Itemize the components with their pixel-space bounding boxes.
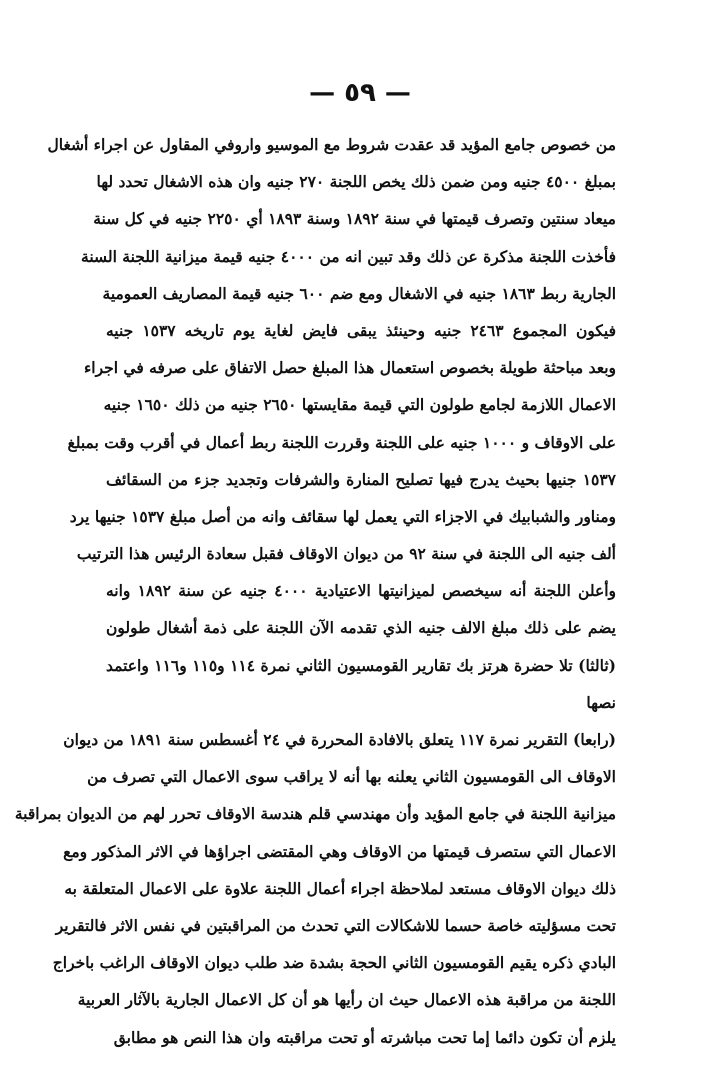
text-line: ومناور والشبابيك في الاجزاء التي يعمل لها سقائف وانه من أصل مبلغ ١٥٣٧ جنيها يرد <box>69 506 616 526</box>
text-line: ميزانية اللجنة في جامع المؤيد وأن مهندسي قلم هندسة الاوقاف تحرر لهم من الديوان بمراقبة <box>14 804 616 824</box>
text-line: (ثالثا) تلا حضرة هرتز بك تقارير القومسيون الثاني نمرة ١١٤ و١١٥ و١١٦ واعتمد <box>106 655 617 675</box>
text-line: (رابعا) التقرير نمرة ١١٧ يتعلق بالافادة المحررة في ٢٤ أغسطس سنة ١٨٩١ من ديوان <box>63 730 616 749</box>
text-line: بمبلغ ٤٥٠٠ جنيه ومن ضمن ذلك يخص اللجنة ٢٧٠ جنيه وان هذه الاشغال تحدد لها <box>96 172 616 192</box>
text-line: من خصوص جامع المؤيد قد عقدت شروط مع الموسيو واروفي المقاول عن اجراء أشغال <box>47 135 616 154</box>
body-text <box>14 126 617 1056</box>
text-line: الجارية ربط ١٨٦٣ جنيه في الاشغال ومع ضم ٦٠٠ جنيه قيمة المصاريف العمومية <box>102 283 616 303</box>
text-line: الاعمال اللازمة لجامع طولون التي قيمة مقايستها ٢٦٥٠ جنيه من ذلك ١٦٥٠ جنيه <box>103 395 616 415</box>
text-line: وبعد مباحثة طويلة بخصوص استعمال هذا المبلغ حصل الاتفاق على صرفه في اجراء <box>83 358 616 378</box>
text-line: نصها <box>586 692 616 712</box>
text-line: ١٥٣٧ جنيها بحيث يدرج فيها تصليح المنارة والشرفات وتجديد جزء من السقائف <box>106 469 616 489</box>
text-line: ألف جنيه الى اللجنة في سنة ٩٢ من ديوان الاوقاف فقبل سعادة الرئيس هذا الترتيب <box>76 544 616 564</box>
text-line: على الاوقاف و ١٠٠٠ جنيه على اللجنة وقررت اللجنة ربط أعمال في أقرب وقت بمبلغ <box>67 432 616 452</box>
text-line: اللجنة من مراقبة هذه الاعمال حيث ان رأيها هو أن كل الاعمال الجارية بالآثار العربية <box>77 990 616 1010</box>
text-line: الاعمال التي ستصرف قيمتها من الاوقاف وهي المقتضى اجراؤها في الاثر المذكور ومع <box>63 841 616 861</box>
text-line: وأعلن اللجنة أنه سيخصص لميزانيتها الاعتيادية ٤٠٠٠ جنيه عن سنة ١٨٩٢ وانه <box>106 581 616 601</box>
text-line: البادي ذكره يقيم القومسيون الثاني الحجة بشدة ضد طلب ديوان الاوقاف الراغب باخراج <box>52 953 616 973</box>
text-line: ذلك ديوان الاوقاف مستعد لملاحظة اجراء أعمال اللجنة علاوة على الاعمال المتعلقة به <box>64 878 616 898</box>
page-number: — ٥٩ — <box>309 78 411 108</box>
text-line: يضم على ذلك مبلغ الالف جنيه الذي تقدمه الآن اللجنة على ذمة أشغال طولون <box>106 618 616 638</box>
text-line: تحت مسؤليته خاصة حسما للاشكالات التي تحدث من المراقبتين في نفس الاثر فالتقرير <box>55 915 616 935</box>
text-line: الاوقاف الى القومسيون الثاني يعلنه بها أنه لا يراقب سوى الاعمال التي تصرف من <box>87 767 616 787</box>
text-line: ميعاد سنتين وتصرف قيمتها في سنة ١٨٩٢ وسنة ١٨٩٣ أي ٢٢٥٠ جنيه في كل سنة <box>93 209 616 229</box>
text-line: يلزم أن تكون دائما إما تحت مباشرته أو تحت مراقبته وان هذا النص هو مطابق <box>113 1027 616 1047</box>
text-line: فأخذت اللجنة مذكرة عن ذلك وقد تبين انه من ٤٠٠٠ جنيه قيمة ميزانية اللجنة السنة <box>81 246 616 266</box>
text-line: فيكون المجموع ٢٤٦٣ جنيه وحينئذ يبقى فايض لغاية يوم تاريخه ١٥٣٧ جنيه <box>106 320 616 340</box>
